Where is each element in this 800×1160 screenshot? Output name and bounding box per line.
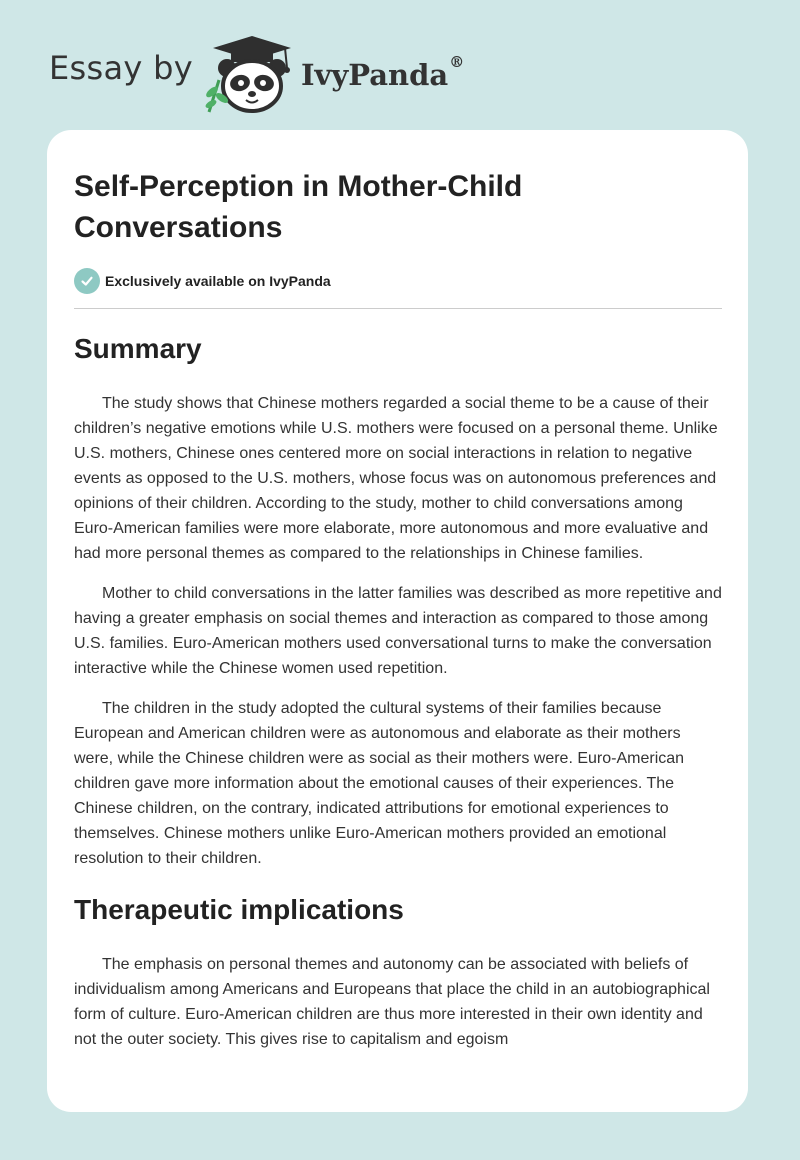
essay-by-label: Essay by [49, 49, 193, 87]
panda-graduate-logo-icon[interactable] [203, 34, 295, 114]
section-heading-therapeutic-implications: Therapeutic implications [74, 894, 404, 925]
summary-paragraph-1: The study shows that Chinese mothers regarded a social theme to be a cause of their children’s negative emotions while U.S. mothers were focused on a personal theme. Unlike U.S. mothers, Chinese ones centered more on social interactions in relation to negative events as opposed to the U.S. mothers, whose focus was on autonomous preferences and opinions of their children. According to the study, mother to child conversations among Euro-American families were more elaborate, more autonomous and more evaluative and had more personal themes as compared to the relationships in Chinese families. [74, 395, 718, 562]
summary-paragraph-3: The children in the study adopted the cultural systems of their families because European and American children were as autonomous and elaborate as their mothers were, while the Chinese children were as social as their mothers were. Euro-American children gave more information about the emotional causes of their experiences. The Chinese children, on the contrary, indicated attributions for emotional experiences to themselves. Chinese mothers unlike Euro-American mothers provided an emotional resolution to their children. [74, 700, 685, 867]
brand-name[interactable] [300, 52, 465, 92]
essay-content [47, 130, 748, 1052]
summary-paragraph-2: Mother to child conversations in the latter families was described as more repetitive and having a greater emphasis on social themes and interaction as compared to those among U.S. families. Euro-American mothers used conversational turns to make the conversation interactive while the Chinese women used repetition. [74, 585, 722, 677]
therapeutic-paragraph-1: The emphasis on personal themes and autonomy can be associated with beliefs of individualism among Americans and Europeans that place the child in an autobiographical form of culture. Euro-American children are thus more interested in their own identity and not the outer society. This gives rise to capitalism and egoism [74, 956, 710, 1048]
section-heading-summary: Summary [74, 333, 202, 364]
site-header [49, 34, 464, 114]
registered-mark: ® [449, 52, 465, 71]
essay-card [47, 130, 748, 1112]
essay-title: Self-Perception in Mother-Child Conversations [74, 170, 523, 244]
brand-name-text: IvyPanda [300, 57, 449, 92]
exclusive-badge [74, 267, 722, 295]
exclusive-badge-text: Exclusively available on IvyPanda [105, 273, 331, 289]
title-divider [74, 308, 722, 309]
check-circle-icon [74, 268, 100, 294]
